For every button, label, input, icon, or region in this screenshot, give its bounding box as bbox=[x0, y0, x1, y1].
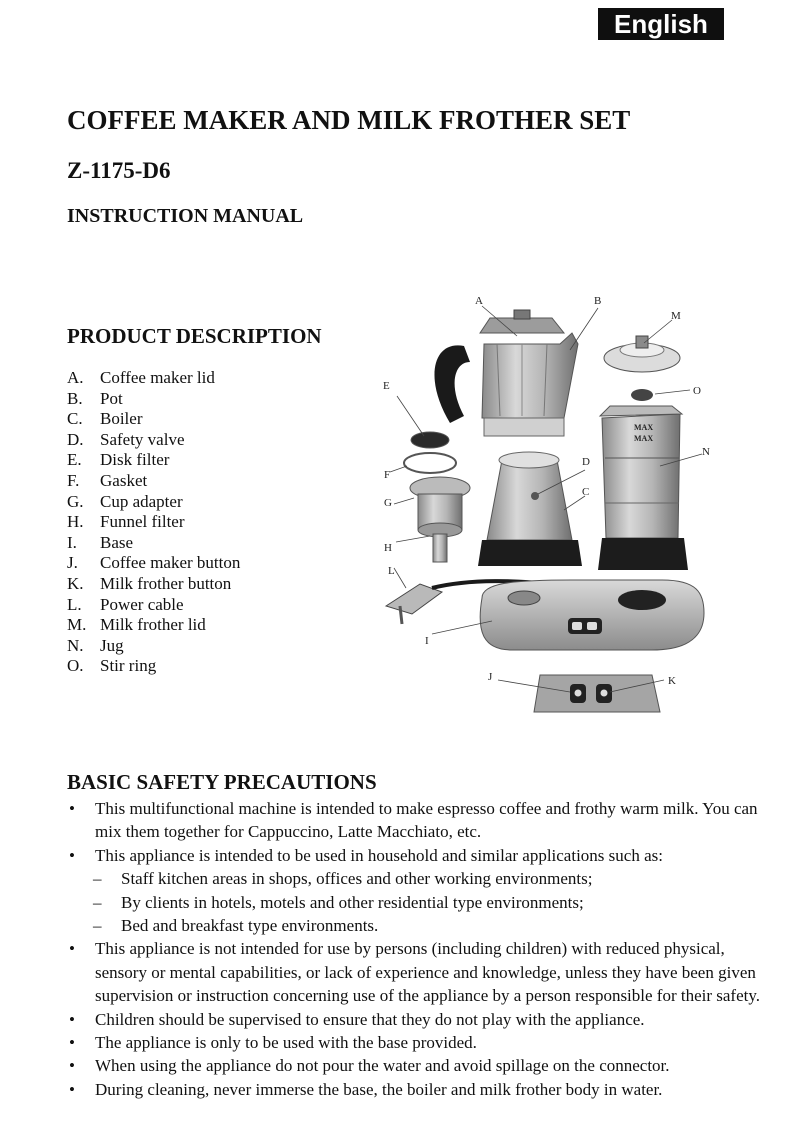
filter-parts-illustration bbox=[404, 432, 470, 562]
label-O: O bbox=[693, 385, 701, 397]
model-number: Z-1175-D6 bbox=[67, 158, 171, 183]
label-H: H bbox=[384, 542, 392, 554]
list-item: D. Safety valve bbox=[67, 429, 185, 449]
label-G: G bbox=[384, 497, 392, 509]
list-item: A. Coffee maker lid bbox=[67, 368, 215, 387]
list-item: H. Funnel filter bbox=[67, 512, 185, 532]
list-item: J. Coffee maker button bbox=[67, 553, 241, 573]
label-E: E bbox=[383, 380, 390, 392]
list-item: • The appliance is only to be used with the base provided. bbox=[69, 1033, 477, 1053]
list-item: • When using the appliance do not pour the water and avoid spillage on the connector. bbox=[69, 1056, 670, 1076]
product-diagram bbox=[372, 288, 712, 720]
sub-list-item: – By clients in hotels, motels and other residential type environments; bbox=[93, 892, 584, 912]
label-D: D bbox=[582, 456, 590, 468]
document-title: COFFEE MAKER AND MILK FROTHER SET bbox=[67, 105, 631, 135]
label-M: M bbox=[671, 310, 681, 322]
coffee-pot-illustration bbox=[434, 310, 578, 436]
list-item: • During cleaning, never immerse the base, the boiler and milk frother body in water. bbox=[69, 1079, 663, 1099]
boiler-illustration bbox=[478, 452, 582, 566]
language-badge: English bbox=[598, 8, 724, 40]
safety-list bbox=[67, 797, 767, 1101]
manual-subtitle: INSTRUCTION MANUAL bbox=[67, 205, 304, 227]
list-item: E. Disk filter bbox=[67, 450, 170, 470]
list-item: O. Stir ring bbox=[67, 656, 157, 676]
label-K: K bbox=[668, 675, 676, 687]
jug-illustration bbox=[598, 406, 688, 570]
sub-list-item: – Bed and breakfast type environments. bbox=[93, 916, 379, 936]
list-item: • This appliance is intended to be used in household and similar applications such as: bbox=[69, 845, 663, 865]
list-item: M. Milk frother lid bbox=[67, 615, 206, 635]
safety-heading: BASIC SAFETY PRECAUTIONS bbox=[67, 770, 377, 794]
list-item: B. Pot bbox=[67, 388, 123, 408]
button-inset-illustration bbox=[534, 675, 660, 712]
list-item bbox=[67, 867, 767, 937]
jug-max-label-1: MAX bbox=[634, 423, 654, 432]
parts-list bbox=[67, 368, 240, 677]
list-item: N. Jug bbox=[67, 635, 124, 655]
label-J: J bbox=[488, 671, 493, 683]
label-L: L bbox=[388, 565, 395, 577]
list-item: F. Gasket bbox=[67, 470, 148, 490]
list-item: L. Power cable bbox=[67, 594, 184, 614]
list-item: C. Boiler bbox=[67, 409, 143, 429]
label-C: C bbox=[582, 486, 590, 498]
label-A: A bbox=[475, 295, 483, 307]
label-N: N bbox=[702, 446, 710, 458]
label-B: B bbox=[594, 295, 602, 307]
list-item: G. Cup adapter bbox=[67, 491, 183, 511]
label-I: I bbox=[425, 635, 429, 647]
list-item: • Children should be supervised to ensure that they do not play with the appliance. bbox=[69, 1009, 645, 1029]
list-item: • This multifunctional machine is intended to make espresso coffee and frothy warm milk. You can mix them together for Cappuccino, Latte Macchiato, etc. bbox=[69, 799, 758, 842]
sub-list bbox=[67, 867, 767, 937]
jug-max-label-2: MAX bbox=[634, 434, 654, 443]
list-item: K. Milk frother button bbox=[67, 573, 232, 593]
milk-frother-lid-illustration bbox=[604, 336, 680, 401]
sub-list-item: – Staff kitchen areas in shops, offices and other working environments; bbox=[93, 869, 593, 889]
product-description-heading: PRODUCT DESCRIPTION bbox=[67, 324, 322, 348]
list-item: • This appliance is not intended for use by persons (including children) with reduced physical, sensory or mental capabilities, or lack of experience and knowledge, unless they have been given supervision or instruction concerning use of the appliance by a person responsible for their safety. bbox=[69, 939, 761, 1006]
label-F: F bbox=[384, 469, 391, 481]
list-item: I. Base bbox=[67, 532, 134, 552]
base-illustration bbox=[480, 580, 704, 650]
